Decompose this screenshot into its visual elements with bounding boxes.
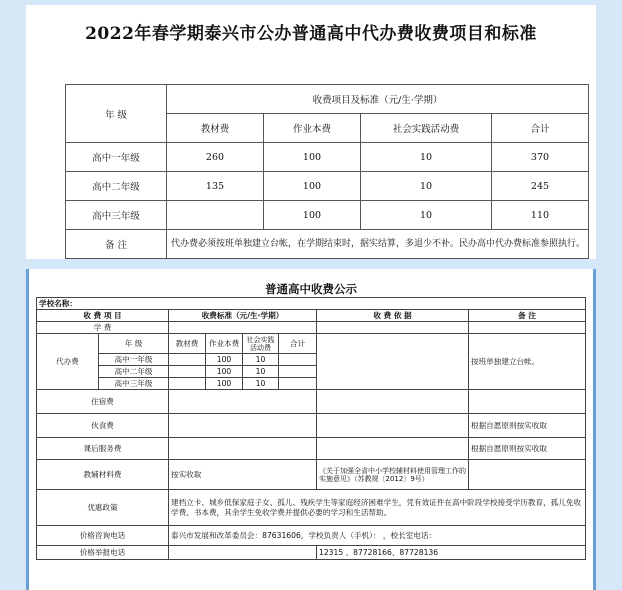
cell-textbook: 135 <box>167 172 264 201</box>
col-practice: 社会实践活动费 <box>361 114 492 143</box>
grade-header: 年 级 <box>66 85 167 143</box>
meals-note: 根据自愿原则按实收取 <box>469 414 586 438</box>
disclosure-title: 普通高中收费公示 <box>37 281 586 298</box>
row-grade: 高中三年级 <box>66 201 167 230</box>
fee-standard-panel <box>26 5 596 259</box>
grade-label: 年 级 <box>99 334 169 354</box>
col-textbook: 教材费 <box>167 114 264 143</box>
row-grade: 高中二年级 <box>99 366 169 378</box>
cell-practice: 10 <box>243 354 279 366</box>
sub-col-total: 合计 <box>279 334 317 354</box>
cell-total: 370 <box>492 143 589 172</box>
note-label: 备 注 <box>66 230 167 259</box>
cell-total: 110 <box>492 201 589 230</box>
cell-workbook: 100 <box>206 354 243 366</box>
fee-standard-table <box>65 84 589 259</box>
after-school-label: 课后服务费 <box>37 438 169 460</box>
cell-workbook: 100 <box>264 172 361 201</box>
col-workbook: 作业本费 <box>264 114 361 143</box>
table-row <box>66 172 589 201</box>
row-grade: 高中一年级 <box>99 354 169 366</box>
sub-col-practice: 社会实践活动费 <box>243 334 279 354</box>
aux-material-standard: 按实收取 <box>169 460 317 490</box>
cell-practice: 10 <box>361 143 492 172</box>
price-report-text: 12315 、87728166、87728136 <box>317 546 586 560</box>
price-consult-text: 泰兴市发展和改革委员会：87631606，学校负责人（手机）： ，校长室电话： <box>169 526 586 546</box>
sub-col-textbook: 教材费 <box>169 334 206 354</box>
cell-textbook <box>167 201 264 230</box>
school-name-label: 学校名称： <box>37 298 586 310</box>
cell-workbook: 100 <box>206 366 243 378</box>
cell-workbook: 100 <box>264 143 361 172</box>
header-basis: 收 费 依 据 <box>317 310 469 322</box>
panel-border-right <box>593 269 596 590</box>
after-school-note: 根据自愿原则按实收取 <box>469 438 586 460</box>
row-grade: 高中一年级 <box>66 143 167 172</box>
aux-material-label: 教辅材料费 <box>37 460 169 490</box>
lodging-label: 住宿费 <box>37 390 169 414</box>
sub-col-workbook: 作业本费 <box>206 334 243 354</box>
page-title: 2022年春学期泰兴市公办普通高中代办费收费项目和标准 <box>85 24 537 44</box>
daiban-note: 按班单独建立台帐。 <box>469 334 586 390</box>
cell-workbook: 100 <box>206 378 243 390</box>
panel-border-left <box>26 269 29 590</box>
cell-practice: 10 <box>243 366 279 378</box>
col-total: 合计 <box>492 114 589 143</box>
cell-workbook: 100 <box>264 201 361 230</box>
header-note: 备 注 <box>469 310 586 322</box>
fee-group-header: 收费项目及标准（元/生·学期） <box>167 85 589 114</box>
table-row <box>66 201 589 230</box>
tuition-label: 学 费 <box>37 322 169 334</box>
cell-practice: 10 <box>361 201 492 230</box>
daiban-label: 代办费 <box>37 334 99 390</box>
fee-disclosure-panel <box>26 269 596 590</box>
header-item: 收 费 项 目 <box>37 310 169 322</box>
note-text: 代办费必须按班单独建立台帐，在学期结束时，据实结算，多退少不补。民办高中代办费标准参照执行。 <box>167 230 589 259</box>
cell-practice: 10 <box>361 172 492 201</box>
price-consult-label: 价格咨询电话 <box>37 526 169 546</box>
cell-total: 245 <box>492 172 589 201</box>
row-grade: 高中三年级 <box>99 378 169 390</box>
cell-practice: 10 <box>243 378 279 390</box>
price-report-label: 价格举报电话 <box>37 546 169 560</box>
table-row <box>66 143 589 172</box>
meals-label: 伙食费 <box>37 414 169 438</box>
policy-label: 优惠政策 <box>37 490 169 526</box>
header-standard: 收费标准（元/生·学期） <box>169 310 317 322</box>
cell-textbook: 260 <box>167 143 264 172</box>
row-grade: 高中二年级 <box>66 172 167 201</box>
aux-material-basis: 《关于加强全省中小学校辅材料使用管理工作的实施意见》（苏教规〔2012〕9号） <box>317 460 469 490</box>
fee-disclosure-table <box>36 281 586 560</box>
policy-text: 建档立卡、城乡低保家庭子女、孤儿、残疾学生等家庭经济困难学生，凭有效证件在高中阶段学校接受学历教育，孤儿免收学费、书本费，其余学生免收学费并提供必要的学习和生活帮助。 <box>169 490 586 526</box>
